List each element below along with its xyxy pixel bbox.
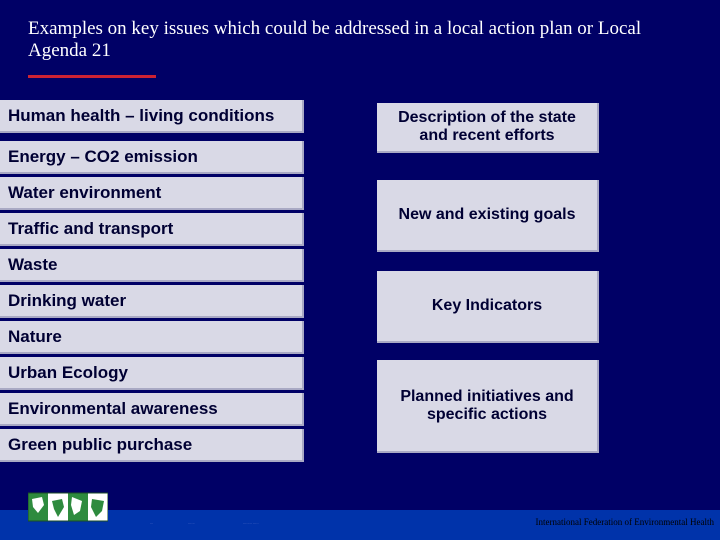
- footer-text: ........ .....: [243, 520, 259, 525]
- footer-number: ......: [188, 520, 195, 525]
- issue-human-health: [0, 100, 304, 133]
- issue-drinking-water: [0, 285, 304, 318]
- issue-green-purchase: [0, 429, 304, 462]
- issue-label: Traffic and transport: [8, 218, 174, 238]
- issue-label: Waste: [8, 254, 58, 274]
- plan-label: New and existing goals: [398, 206, 576, 223]
- plan-goals-box: [377, 180, 599, 252]
- issue-traffic: [0, 213, 304, 246]
- plan-indicators-box: [377, 271, 599, 343]
- issue-label: Energy – CO2 emission: [8, 146, 198, 166]
- issue-label: Water environment: [8, 182, 162, 202]
- issue-nature: [0, 321, 304, 354]
- globe-map-logo-icon: [28, 487, 108, 527]
- plan-label: Key Indicators: [431, 297, 543, 314]
- issue-energy: [0, 141, 304, 174]
- issue-label: Human health – living conditions: [8, 105, 275, 125]
- plan-description-box: [377, 103, 599, 153]
- issue-label: Environmental awareness: [8, 398, 218, 418]
- plan-label: Planned initiatives and specific actions: [400, 387, 574, 423]
- plan-label: Description of the state and recent efforts: [398, 109, 576, 144]
- plan-actions-box: [377, 360, 599, 453]
- issue-urban-ecology: [0, 357, 304, 390]
- issue-label: Green public purchase: [8, 434, 193, 454]
- footer-date: ...: [150, 520, 154, 525]
- issue-label: Nature: [8, 326, 62, 346]
- issue-label: Drinking water: [8, 290, 127, 310]
- issue-environmental-awareness: [0, 393, 304, 426]
- issue-waste: [0, 249, 304, 282]
- issue-label: Urban Ecology: [8, 362, 128, 382]
- organization-name: International Federation of Environmental Health: [535, 517, 714, 527]
- title-underline: [28, 75, 156, 78]
- slide-title: Examples on key issues which could be addressed in a local action plan or Local Agenda 21: [28, 18, 642, 61]
- issue-water-environment: [0, 177, 304, 210]
